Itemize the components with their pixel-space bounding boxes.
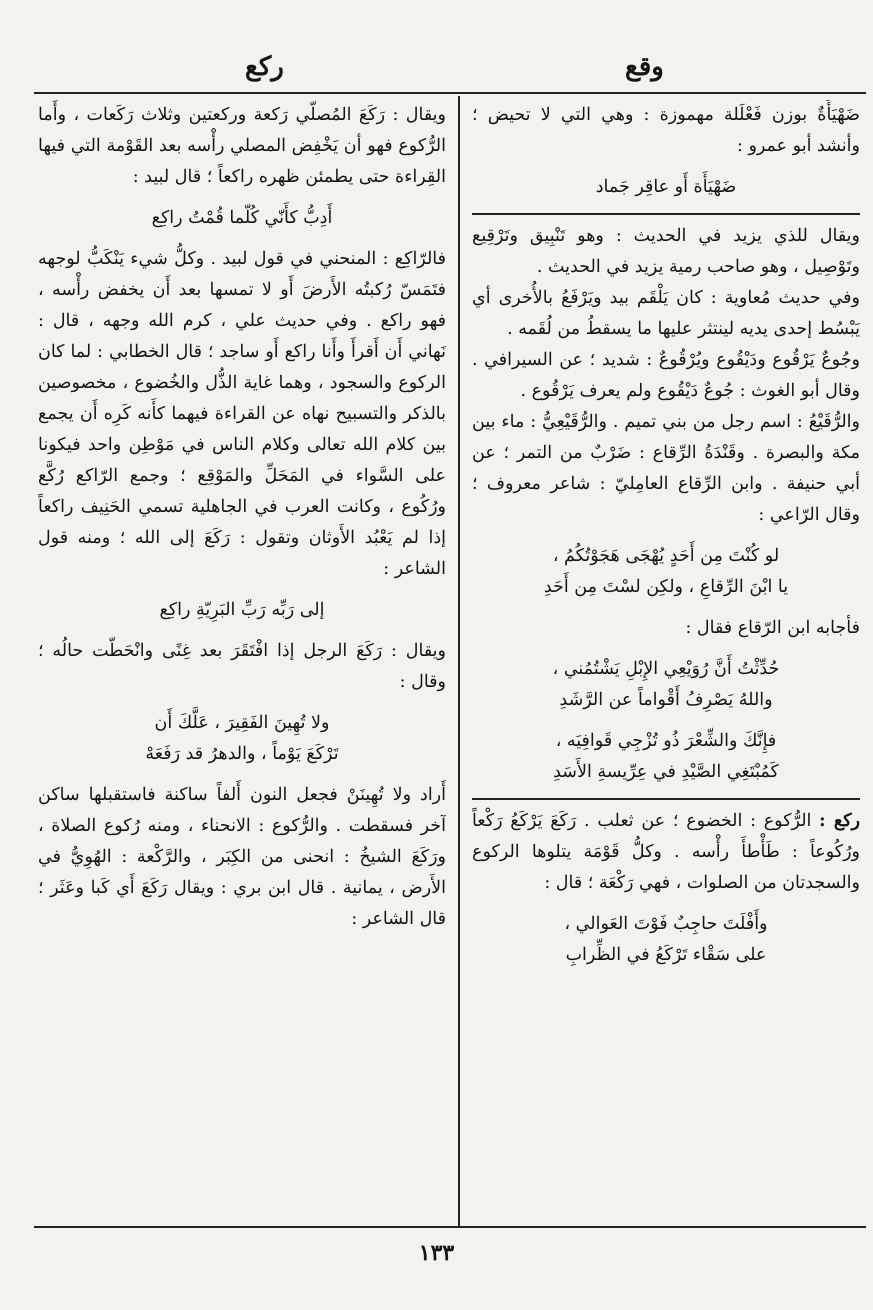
verse-line: ولا تُهِينَ الفَقِيرَ ، عَلَّكَ أَن — [154, 713, 330, 733]
header-entry-right: وقع — [625, 52, 664, 82]
verse — [472, 726, 860, 788]
section-divider — [472, 213, 860, 215]
verse — [472, 172, 860, 203]
entry-headword: ركع : — [819, 811, 860, 831]
verse-line: يا ابْنَ الرِّقاعِ ، ولكِن لسْتَ مِن أَحَدِ — [543, 577, 789, 597]
verse-line: تَرْكَعَ يَوْماً ، والدهرُ قد رَفَعَهْ — [145, 744, 339, 764]
paragraph: ويقال : رَكَعَ المُصلّي رَكعة وركعتين وثلاث رَكَعات ، وأَما الرُّكوع فهو أن يَخْفِض المصلي رأْسه بعد القَوْمة التي فيها القِراءة حتى يطمئن ظهره راكعاً ؛ قال لبيد : — [38, 105, 446, 187]
page-number: ١٣٣ — [418, 1240, 455, 1266]
verse-line: حُدِّثْتُ أَنَّ رُوَيْعِي الإِبْلِ يَشْتُمُني ، — [552, 659, 780, 679]
paragraph: ويقال : رَكَعَ الرجل إذا افْتَقَرَ بعد غِنًى وانْحَطّت حالُه ؛ وقال : — [38, 641, 446, 692]
verse-line: أَدِبُّ كأَنّي كُلّما قُمْتُ راكِع — [151, 208, 333, 228]
entry-text: الرُّكوع : الخضوع ؛ عن ثعلب . رَكَعَ يَرْكَعُ رَكْعاً ورُكُوعاً : طَأْطأَ رأْسه . وكلُّ قَوْمَة يتلوها الركوع والسجدتان من الصلوات ، فهي رَكْعَة ؛ قال : — [472, 811, 860, 893]
column-divider — [458, 96, 460, 1226]
paragraph: ضَهْيَأَةٌ بوزن فَعْلَلة مهموزة : وهي التي لا تحيض ؛ وأنشد أبو عمرو : — [472, 105, 860, 156]
verse-line: كَمُبْتَغِي الصَّيْدِ في عِرِّيسةِ الأَسَدِ — [553, 762, 779, 782]
verse — [472, 654, 860, 716]
verse — [472, 541, 860, 603]
header-rule — [34, 92, 866, 94]
verse-line: واللهُ يَصْرِفُ أَقْواماً عن الرَّشَدِ — [559, 690, 773, 710]
paragraph: والرُّقَيْعُ : اسم رجل من بني تميم . والرُّقَيْعِيُّ : ماء بين مكة والبصرة . وقَنْدَةُ الرِّقاع : ضَرْبٌ من التمر ؛ عن أبي حنيفة . وابن الرِّقاع العامِليّ : شاعر معروف ؛ وقال الرّاعي : — [472, 412, 860, 525]
left-column — [38, 100, 446, 1215]
verse — [38, 595, 446, 626]
verse — [38, 708, 446, 770]
paragraph: فالرّاكِع : المنحني في قول لبيد . وكلُّ شيء يَنْكَبُّ لوجهه فتَمَسّ رُكبتُه الأَرضَ أَو لا تمسها بعد أَن يخفض رأْسه ، فهو راكع . وفي حديث علي ، كرم الله وجهه ، قال : نَهاني أَن أَقرأَ وأَنا راكع أَو ساجد ؛ قال الخطابي : لما كان الركوع والسجود ، وهما غاية الذُّل والخُضوع ، مخصوصين بالذكر والتسبيح نهاه عن القراءة فيهما كأَنه كَرِه أَن يجمع بين كلام الله تعالى وكلام الناس في مَوْطِن واحد فيكونا على السَّواء في المَحَلِّ والمَوْقِع ؛ وجمع الرّاكع رُكَّع ورُكُوع ، وكانت العرب في الجاهلية تسمي الحَنِيف راكعاً إذا لم يَعْبُد الأَوثان وتقول : رَكَعَ إلى الله ؛ ومنه قول الشاعر : — [38, 249, 446, 579]
right-column — [472, 100, 860, 1215]
header-entry-left: ركع — [245, 52, 284, 82]
verse — [472, 909, 860, 971]
verse — [38, 203, 446, 234]
paragraph: وجُوعٌ يَرْقُوع ودَيْقُوع ويُرْقُوعٌ : شديد ؛ عن السيرافي . وقال أبو الغوث : جُوعٌ دَيْقُوع ولم يعرف يَرْقُوع . — [472, 350, 860, 401]
verse-line: على سَقْاء تَرْكَعُ في الظِّرابِ — [565, 945, 767, 965]
paragraph: فأجابه ابن الرّقاع فقال : — [685, 618, 860, 638]
section-divider — [472, 798, 860, 800]
entry-paragraph — [472, 806, 860, 899]
paragraph: وفي حديث مُعاوية : كان يَلْقَم بيد ويَرْفَعُ بالأُخرى أي يَبْسُط إحدى يديه لينتثر عليها ما يسقطُ من لُقَمه . — [472, 288, 860, 339]
paragraph: أَراد ولا تُهِينَنْ فجعل النون أَلفاً ساكنة فاستقبلها ساكن آخر فسقطت . والرُّكوع : الانحناء ، ومنه رُكوع الصلاة ، ورَكَعَ الشيخُ : انحنى من الكِبَر ، والرَّكْعة : الهُوِيُّ في الأَرض ، يمانية . قال ابن بري : ويقال رَكَعَ أَي كَبا وعَثَر ؛ قال الشاعر : — [38, 785, 446, 929]
footer-rule — [34, 1226, 866, 1228]
verse-line: لو كُنْتَ مِن أَحَدٍ يُهْجَى هَجَوْتُكُمُ ، — [552, 546, 780, 566]
verse-line: فإِنَّكَ والشِّعْرَ ذُو تُزْجِي قَوافِيَه ، — [555, 731, 777, 751]
verse-line: إلى رَبِّه رَبِّ البَرِيّةِ راكِع — [159, 600, 325, 620]
verse-line: ضَهْيَأَة أَو عاقِر جَماد — [595, 177, 737, 197]
verse-line: وأَفْلَتَ حاجِبٌ فَوْتَ العَوالي ، — [564, 914, 768, 934]
paragraph: ويقال للذي يزيد في الحديث : وهو تَنْبِيق وتَرْقِيع وتَوْصِيل ، وهو صاحب رمية يزيد في الحديث . — [472, 226, 860, 277]
